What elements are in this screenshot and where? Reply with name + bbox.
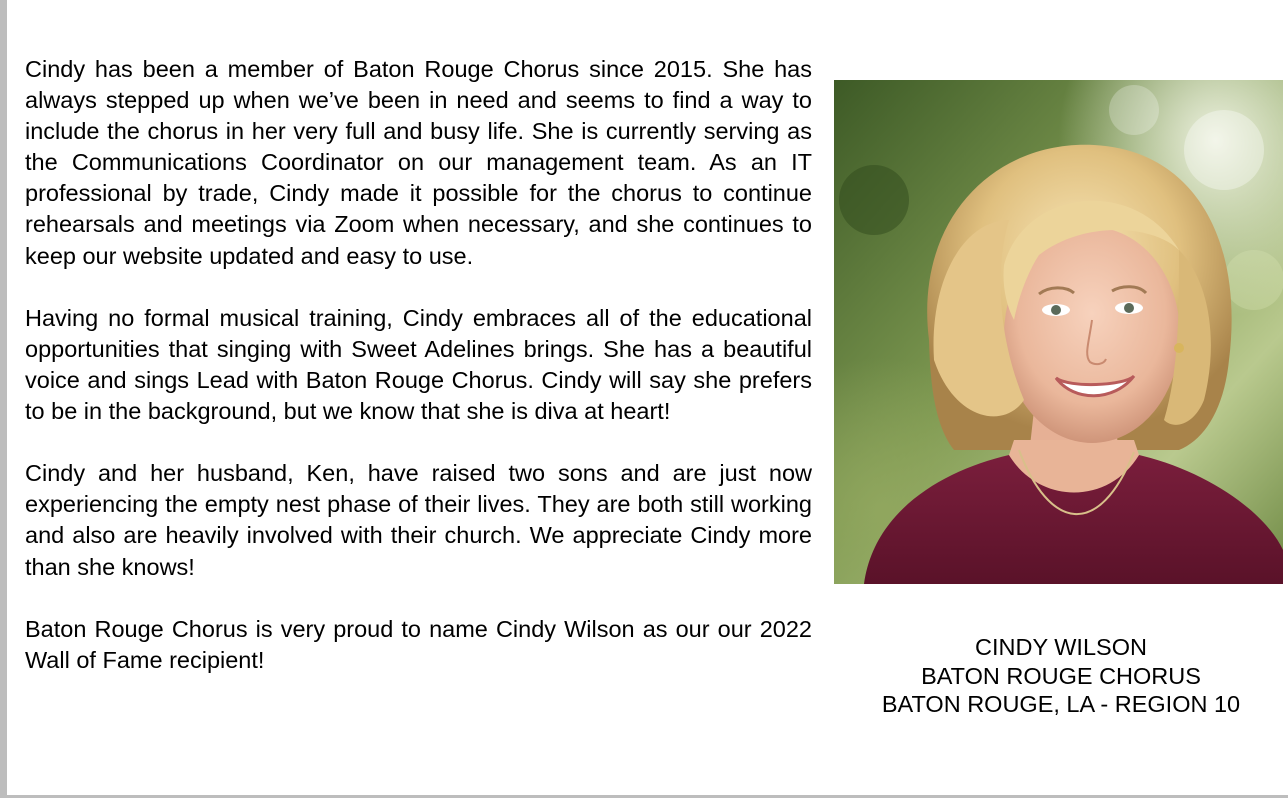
portrait-photo xyxy=(834,80,1283,584)
caption-block xyxy=(834,633,1288,719)
caption-name: CINDY WILSON xyxy=(975,634,1147,660)
document-page xyxy=(7,0,1288,795)
portrait-image xyxy=(834,80,1283,584)
bio-paragraph-musical: Having no formal musical training, Cindy embraces all of the educational opportunities that singing with Sweet Adelines brings. She has a beautiful voice and sings Lead with Baton Rouge Chorus. Cindy will say she prefers to be in the background, but we know that she is diva at heart! xyxy=(25,304,812,425)
bio-text xyxy=(25,54,812,676)
caption-chorus: BATON ROUGE CHORUS xyxy=(921,662,1201,689)
bio-paragraph-award: Baton Rouge Chorus is very proud to name Cindy Wilson as our our 2022 Wall of Fame recipient! xyxy=(25,615,812,673)
bio-paragraph-membership: Cindy has been a member of Baton Rouge Chorus since 2015. She has always stepped up when we’ve been in need and seems to find a way to include the chorus in her very full and busy life. She is currently serving as the Communications Coordinator on our management team. As an IT professional by trade, Cindy made it possible for the chorus to continue rehearsals and meetings via Zoom when necessary, and she continues to keep our website updated and easy to use. xyxy=(25,56,812,269)
caption-location: BATON ROUGE, LA - REGION 10 xyxy=(881,691,1241,717)
bio-paragraph-family: Cindy and her husband, Ken, have raised two sons and are just now experiencing the empty nest phase of their lives. They are both still working and also are heavily involved with their church. We appreciate Cindy more than she knows! xyxy=(25,460,812,580)
